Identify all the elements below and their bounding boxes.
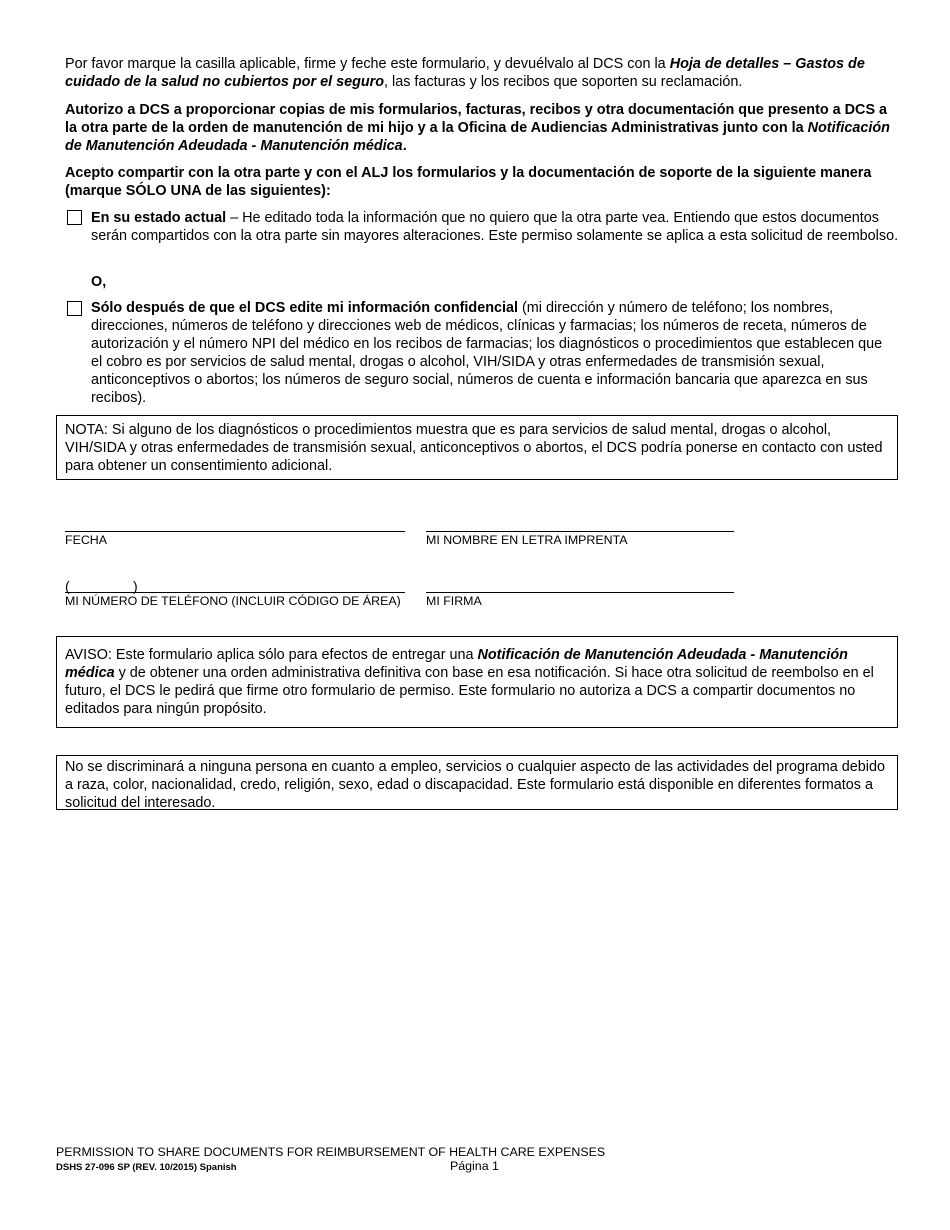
firma-label: MI FIRMA xyxy=(426,594,482,608)
option-current-state-text: – He editado toda la información que no quiero que la otra parte vea. Entiendo que estos documentos serán compartidos con la otra parte sin mayores alteraciones. Este permiso solamente se aplica a esta solicitud de reembolso. xyxy=(91,210,899,244)
option-after-edit xyxy=(91,299,896,407)
aviso-text xyxy=(65,646,889,718)
footer-title: PERMISSION TO SHARE DOCUMENTS FOR REIMBURSEMENT OF HEALTH CARE EXPENSES xyxy=(56,1145,606,1159)
intro-text-end: , las facturas y los recibos que soporten su reclamación. xyxy=(384,74,743,90)
authorization-text: Autorizo a DCS a proporcionar copias de mis formularios, facturas, recibos y otra documentación que presento a DCS a la otra parte de la orden de manutención de mi hijo y a la Oficina de Audiencias Administrativas junto con la xyxy=(65,102,888,136)
nota-text: NOTA: Si alguno de los diagnósticos o procedimientos muestra que es para servicios de salud mental, drogas o alcohol, VIH/SIDA y otras enfermedades de transmisión sexual, anticonceptivos o abortos, el DCS podría ponerse en contacto con usted para obtener un consentimiento adicional. xyxy=(65,422,883,474)
telefono-label: MI NÚMERO DE TELÉFONO (INCLUIR CÓDIGO DE ÁREA) xyxy=(65,594,401,608)
authorization-emphasis: Notificación de Manutención Adeudada - Manutención médica xyxy=(65,120,890,154)
aviso-text-start: AVISO: Este formulario aplica sólo para efectos de entregar una xyxy=(65,647,478,663)
firma-line[interactable] xyxy=(426,592,734,593)
option-current-state-title: En su estado actual xyxy=(91,210,227,226)
footer-form-id: DSHS 27-096 SP (REV. 10/2015) Spanish xyxy=(56,1162,237,1173)
accept-paragraph: Acepto compartir con la otra parte y con el ALJ los formularios y la documentación de soporte de la siguiente manera (marque SÓLO UNA de las siguientes): xyxy=(65,165,872,199)
option-current-state xyxy=(91,209,901,245)
nondiscrimination-box xyxy=(56,755,898,810)
nombre-line[interactable] xyxy=(426,531,734,532)
option-after-edit-checkbox[interactable] xyxy=(67,301,82,316)
authorization-paragraph xyxy=(65,101,895,155)
intro-emphasis: Hoja de detalles – Gastos de cuidado de la salud no cubiertos por el seguro xyxy=(65,56,865,90)
phone-area-close: ) xyxy=(133,578,138,594)
option-after-edit-title: Sólo después de que el DCS edite mi información confidencial xyxy=(91,300,519,316)
fecha-label: FECHA xyxy=(65,533,107,547)
aviso-text-end: y de obtener una orden administrativa definitiva con base en esa notificación. Si hace otra solicitud de reembolso en el futuro, el DCS le pedirá que firme otro formulario de permiso. Este formulario no autoriza a DCS a compartir documentos no editados para ningún propósito. xyxy=(65,665,874,717)
option-after-edit-text: (mi dirección y número de teléfono; los nombres, direcciones, números de teléfono y direcciones web de médicos, clínicas y farmacias; los números de receta, números de autorización y el número NPI del médico en los recibos de farmacias; los diagnósticos o procedimientos que establecen que el cobro es por servicios de salud mental, drogas o alcohol, VIH/SIDA y otras enfermedades de transmisión sexual, anticonceptivos o abortos; los números de seguro social, números de cuenta e información bancaria que aparezca en sus recibos). xyxy=(91,300,883,406)
fecha-line[interactable] xyxy=(65,531,405,532)
aviso-box xyxy=(56,636,898,728)
telefono-line[interactable] xyxy=(65,592,405,593)
or-label: O, xyxy=(91,274,107,290)
intro-paragraph xyxy=(65,55,895,91)
authorization-text-end: . xyxy=(402,138,407,154)
option-current-state-checkbox[interactable] xyxy=(67,210,82,225)
footer-page-number: Página 1 xyxy=(450,1159,499,1173)
intro-text: Por favor marque la casilla aplicable, firme y feche este formulario, y devuélvalo al DCS con la xyxy=(65,56,670,72)
nondiscrimination-text: No se discriminará a ninguna persona en cuanto a empleo, servicios o cualquier aspecto de las actividades del programa debido a raza, color, nacionalidad, credo, religión, sexo, edad o discapacidad. Este formulario está disponible en diferentes formatos a solicitud del interesado. xyxy=(65,759,885,811)
nota-box xyxy=(56,415,898,480)
phone-area-open: ( xyxy=(65,578,70,594)
nombre-label: MI NOMBRE EN LETRA IMPRENTA xyxy=(426,533,628,547)
aviso-emphasis: Notificación de Manutención Adeudada - Manutención médica xyxy=(65,647,848,681)
